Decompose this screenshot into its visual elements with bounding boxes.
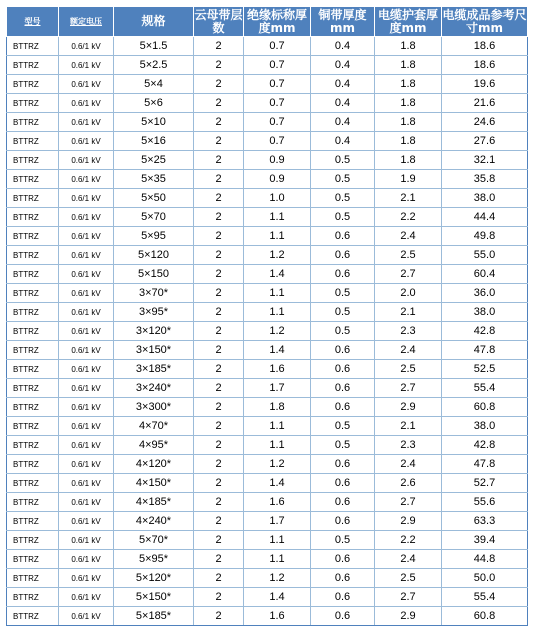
mica-cell: 2 (194, 569, 244, 588)
model-cell: BTTRZ (7, 322, 59, 341)
sheath-cell: 2.7 (375, 265, 442, 284)
mica-cell: 2 (194, 379, 244, 398)
spec-cell: 3×95* (114, 303, 194, 322)
model-cell: BTTRZ (7, 284, 59, 303)
sheath-cell: 2.2 (375, 531, 442, 550)
insulation-cell: 1.4 (244, 588, 311, 607)
copper-cell: 0.5 (311, 284, 375, 303)
insulation-cell: 0.7 (244, 94, 311, 113)
table-row (7, 37, 528, 56)
spec-cell: 5×6 (114, 94, 194, 113)
mica-cell: 2 (194, 56, 244, 75)
voltage-cell: 0.6/1 kV (59, 113, 114, 132)
header-mica: 云母带层数 (194, 7, 243, 35)
copper-cell: 0.6 (311, 341, 375, 360)
model-cell: BTTRZ (7, 265, 59, 284)
insulation-cell: 1.1 (244, 436, 311, 455)
mica-cell: 2 (194, 474, 244, 493)
sheath-cell: 2.4 (375, 455, 442, 474)
model-cell: BTTRZ (7, 94, 59, 113)
od-cell: 47.8 (442, 455, 528, 474)
mica-cell: 2 (194, 170, 244, 189)
model-cell: BTTRZ (7, 417, 59, 436)
voltage-cell: 0.6/1 kV (59, 493, 114, 512)
insulation-cell: 1.1 (244, 227, 311, 246)
model-cell: BTTRZ (7, 474, 59, 493)
table-row (7, 360, 528, 379)
voltage-cell: 0.6/1 kV (59, 322, 114, 341)
od-cell: 24.6 (442, 113, 528, 132)
sheath-cell: 2.4 (375, 227, 442, 246)
model-cell: BTTRZ (7, 227, 59, 246)
od-cell: 49.8 (442, 227, 528, 246)
od-cell: 52.5 (442, 360, 528, 379)
sheath-cell: 2.7 (375, 379, 442, 398)
header-voltage: 额定电压 (59, 7, 114, 37)
od-cell: 18.6 (442, 56, 528, 75)
table-row (7, 436, 528, 455)
mica-cell: 2 (194, 512, 244, 531)
sheath-cell: 2.6 (375, 474, 442, 493)
model-cell: BTTRZ (7, 189, 59, 208)
copper-cell: 0.5 (311, 170, 375, 189)
table-row (7, 303, 528, 322)
table-body (7, 37, 528, 626)
mica-cell: 2 (194, 531, 244, 550)
od-cell: 21.6 (442, 94, 528, 113)
od-cell: 42.8 (442, 436, 528, 455)
model-cell: BTTRZ (7, 170, 59, 189)
header-od: 电缆成品参考尺寸mm (442, 7, 527, 35)
mica-cell: 2 (194, 455, 244, 474)
voltage-cell: 0.6/1 kV (59, 474, 114, 493)
model-cell: BTTRZ (7, 493, 59, 512)
spec-cell: 5×120 (114, 246, 194, 265)
table-row (7, 398, 528, 417)
spec-cell: 5×185* (114, 607, 194, 626)
sheath-cell: 2.1 (375, 417, 442, 436)
header-copper: 铜带厚度mm (311, 7, 375, 37)
sheath-cell: 2.7 (375, 588, 442, 607)
od-cell: 35.8 (442, 170, 528, 189)
voltage-cell: 0.6/1 kV (59, 588, 114, 607)
insulation-cell: 1.6 (244, 607, 311, 626)
model-cell: BTTRZ (7, 588, 59, 607)
spec-cell: 5×120* (114, 569, 194, 588)
mica-cell: 2 (194, 265, 244, 284)
voltage-cell: 0.6/1 kV (59, 398, 114, 417)
header-model: 型号 (7, 7, 59, 37)
sheath-cell: 2.1 (375, 303, 442, 322)
voltage-cell: 0.6/1 kV (59, 531, 114, 550)
insulation-cell: 1.1 (244, 284, 311, 303)
spec-cell: 3×120* (114, 322, 194, 341)
od-cell: 42.8 (442, 322, 528, 341)
mica-cell: 2 (194, 208, 244, 227)
insulation-cell: 1.1 (244, 531, 311, 550)
voltage-cell: 0.6/1 kV (59, 455, 114, 474)
spec-cell: 4×185* (114, 493, 194, 512)
table-row (7, 417, 528, 436)
spec-cell: 3×70* (114, 284, 194, 303)
mica-cell: 2 (194, 398, 244, 417)
copper-cell: 0.6 (311, 569, 375, 588)
copper-cell: 0.6 (311, 398, 375, 417)
voltage-cell: 0.6/1 kV (59, 265, 114, 284)
voltage-cell: 0.6/1 kV (59, 512, 114, 531)
od-cell: 52.7 (442, 474, 528, 493)
sheath-cell: 2.5 (375, 569, 442, 588)
sheath-cell: 2.7 (375, 493, 442, 512)
table-row (7, 322, 528, 341)
table-row (7, 170, 528, 189)
model-cell: BTTRZ (7, 360, 59, 379)
sheath-cell: 1.8 (375, 94, 442, 113)
copper-cell: 0.5 (311, 189, 375, 208)
spec-cell: 5×70* (114, 531, 194, 550)
table-row (7, 531, 528, 550)
table-header (7, 7, 528, 37)
table-row (7, 474, 528, 493)
od-cell: 27.6 (442, 132, 528, 151)
model-cell: BTTRZ (7, 569, 59, 588)
mica-cell: 2 (194, 75, 244, 94)
voltage-cell: 0.6/1 kV (59, 94, 114, 113)
od-cell: 55.0 (442, 246, 528, 265)
insulation-cell: 1.7 (244, 379, 311, 398)
od-cell: 50.0 (442, 569, 528, 588)
copper-cell: 0.6 (311, 455, 375, 474)
spec-cell: 5×16 (114, 132, 194, 151)
sheath-cell: 2.4 (375, 550, 442, 569)
od-cell: 55.4 (442, 379, 528, 398)
insulation-cell: 1.1 (244, 417, 311, 436)
model-cell: BTTRZ (7, 512, 59, 531)
copper-cell: 0.5 (311, 417, 375, 436)
spec-cell: 5×2.5 (114, 56, 194, 75)
od-cell: 18.6 (442, 37, 528, 56)
insulation-cell: 1.6 (244, 493, 311, 512)
od-cell: 44.8 (442, 550, 528, 569)
copper-cell: 0.6 (311, 265, 375, 284)
voltage-cell: 0.6/1 kV (59, 607, 114, 626)
copper-cell: 0.6 (311, 512, 375, 531)
copper-cell: 0.4 (311, 75, 375, 94)
insulation-cell: 1.7 (244, 512, 311, 531)
model-cell: BTTRZ (7, 56, 59, 75)
copper-cell: 0.6 (311, 588, 375, 607)
sheath-cell: 2.5 (375, 360, 442, 379)
od-cell: 38.0 (442, 417, 528, 436)
insulation-cell: 0.9 (244, 170, 311, 189)
copper-cell: 0.4 (311, 56, 375, 75)
spec-cell: 5×95 (114, 227, 194, 246)
cable-spec-table-container (6, 6, 527, 626)
insulation-cell: 0.7 (244, 56, 311, 75)
table-row (7, 379, 528, 398)
copper-cell: 0.5 (311, 303, 375, 322)
insulation-cell: 0.7 (244, 75, 311, 94)
table-row (7, 455, 528, 474)
od-cell: 55.6 (442, 493, 528, 512)
table-row (7, 588, 528, 607)
spec-cell: 5×4 (114, 75, 194, 94)
table-row (7, 208, 528, 227)
sheath-cell: 2.2 (375, 208, 442, 227)
mica-cell: 2 (194, 588, 244, 607)
spec-cell: 5×1.5 (114, 37, 194, 56)
sheath-cell: 1.8 (375, 151, 442, 170)
table-row (7, 75, 528, 94)
spec-cell: 4×70* (114, 417, 194, 436)
copper-cell: 0.6 (311, 493, 375, 512)
spec-cell: 5×10 (114, 113, 194, 132)
mica-cell: 2 (194, 607, 244, 626)
table-row (7, 94, 528, 113)
sheath-cell: 2.3 (375, 436, 442, 455)
model-cell: BTTRZ (7, 341, 59, 360)
od-cell: 60.8 (442, 607, 528, 626)
spec-cell: 3×150* (114, 341, 194, 360)
spec-cell: 5×25 (114, 151, 194, 170)
model-cell: BTTRZ (7, 379, 59, 398)
insulation-cell: 1.8 (244, 398, 311, 417)
sheath-cell: 1.8 (375, 113, 442, 132)
insulation-cell: 1.1 (244, 550, 311, 569)
model-cell: BTTRZ (7, 37, 59, 56)
table-row (7, 246, 528, 265)
sheath-cell: 2.0 (375, 284, 442, 303)
od-cell: 32.1 (442, 151, 528, 170)
insulation-cell: 1.2 (244, 569, 311, 588)
header-insulation: 绝缘标称厚度mm (244, 7, 311, 37)
od-cell: 38.0 (442, 303, 528, 322)
mica-cell: 2 (194, 322, 244, 341)
spec-cell: 3×240* (114, 379, 194, 398)
mica-cell: 2 (194, 360, 244, 379)
copper-cell: 0.5 (311, 436, 375, 455)
insulation-cell: 1.1 (244, 303, 311, 322)
od-cell: 55.4 (442, 588, 528, 607)
mica-cell: 2 (194, 436, 244, 455)
sheath-cell: 1.9 (375, 170, 442, 189)
insulation-cell: 0.9 (244, 151, 311, 170)
spec-cell: 5×35 (114, 170, 194, 189)
spec-cell: 5×150* (114, 588, 194, 607)
model-cell: BTTRZ (7, 151, 59, 170)
mica-cell: 2 (194, 303, 244, 322)
copper-cell: 0.4 (311, 132, 375, 151)
voltage-cell: 0.6/1 kV (59, 37, 114, 56)
table-row (7, 132, 528, 151)
sheath-cell: 2.3 (375, 322, 442, 341)
sheath-cell: 1.8 (375, 56, 442, 75)
table-row (7, 341, 528, 360)
spec-cell: 4×150* (114, 474, 194, 493)
od-cell: 38.0 (442, 189, 528, 208)
sheath-cell: 1.8 (375, 75, 442, 94)
sheath-cell: 2.1 (375, 189, 442, 208)
mica-cell: 2 (194, 417, 244, 436)
copper-cell: 0.6 (311, 474, 375, 493)
mica-cell: 2 (194, 227, 244, 246)
mica-cell: 2 (194, 37, 244, 56)
voltage-cell: 0.6/1 kV (59, 341, 114, 360)
table-row (7, 56, 528, 75)
table-row (7, 227, 528, 246)
table-row (7, 512, 528, 531)
voltage-cell: 0.6/1 kV (59, 56, 114, 75)
copper-cell: 0.6 (311, 227, 375, 246)
copper-cell: 0.6 (311, 360, 375, 379)
mica-cell: 2 (194, 94, 244, 113)
model-cell: BTTRZ (7, 303, 59, 322)
mica-cell: 2 (194, 341, 244, 360)
header-row (7, 7, 528, 37)
voltage-cell: 0.6/1 kV (59, 303, 114, 322)
table-row (7, 493, 528, 512)
od-cell: 60.8 (442, 398, 528, 417)
spec-cell: 5×95* (114, 550, 194, 569)
table-row (7, 265, 528, 284)
od-cell: 63.3 (442, 512, 528, 531)
insulation-cell: 1.2 (244, 455, 311, 474)
model-cell: BTTRZ (7, 398, 59, 417)
sheath-cell: 1.8 (375, 37, 442, 56)
header-sheath: 电缆护套厚度mm (375, 7, 442, 37)
od-cell: 39.4 (442, 531, 528, 550)
table-row (7, 151, 528, 170)
copper-cell: 0.4 (311, 37, 375, 56)
copper-cell: 0.5 (311, 322, 375, 341)
copper-cell: 0.5 (311, 531, 375, 550)
spec-cell: 4×240* (114, 512, 194, 531)
copper-cell: 0.5 (311, 151, 375, 170)
insulation-cell: 1.4 (244, 474, 311, 493)
insulation-cell: 0.7 (244, 132, 311, 151)
model-cell: BTTRZ (7, 436, 59, 455)
spec-cell: 4×95* (114, 436, 194, 455)
insulation-cell: 1.4 (244, 341, 311, 360)
model-cell: BTTRZ (7, 246, 59, 265)
insulation-cell: 1.1 (244, 208, 311, 227)
spec-cell: 3×300* (114, 398, 194, 417)
od-cell: 44.4 (442, 208, 528, 227)
voltage-cell: 0.6/1 kV (59, 569, 114, 588)
od-cell: 47.8 (442, 341, 528, 360)
insulation-cell: 1.4 (244, 265, 311, 284)
insulation-cell: 0.7 (244, 37, 311, 56)
sheath-cell: 2.4 (375, 341, 442, 360)
table-row (7, 550, 528, 569)
sheath-cell: 1.8 (375, 132, 442, 151)
od-cell: 60.4 (442, 265, 528, 284)
mica-cell: 2 (194, 189, 244, 208)
sheath-cell: 2.9 (375, 512, 442, 531)
mica-cell: 2 (194, 151, 244, 170)
model-cell: BTTRZ (7, 550, 59, 569)
voltage-cell: 0.6/1 kV (59, 246, 114, 265)
model-cell: BTTRZ (7, 132, 59, 151)
table-row (7, 189, 528, 208)
voltage-cell: 0.6/1 kV (59, 379, 114, 398)
od-cell: 36.0 (442, 284, 528, 303)
voltage-cell: 0.6/1 kV (59, 208, 114, 227)
mica-cell: 2 (194, 132, 244, 151)
voltage-cell: 0.6/1 kV (59, 170, 114, 189)
mica-cell: 2 (194, 493, 244, 512)
spec-cell: 3×185* (114, 360, 194, 379)
header-spec: 规格 (114, 7, 194, 37)
insulation-cell: 1.2 (244, 246, 311, 265)
table-row (7, 607, 528, 626)
voltage-cell: 0.6/1 kV (59, 360, 114, 379)
insulation-cell: 1.6 (244, 360, 311, 379)
voltage-cell: 0.6/1 kV (59, 189, 114, 208)
mica-cell: 2 (194, 246, 244, 265)
copper-cell: 0.6 (311, 246, 375, 265)
insulation-cell: 1.2 (244, 322, 311, 341)
model-cell: BTTRZ (7, 208, 59, 227)
voltage-cell: 0.6/1 kV (59, 132, 114, 151)
voltage-cell: 0.6/1 kV (59, 75, 114, 94)
spec-cell: 5×70 (114, 208, 194, 227)
voltage-cell: 0.6/1 kV (59, 436, 114, 455)
table-row (7, 284, 528, 303)
sheath-cell: 2.9 (375, 398, 442, 417)
sheath-cell: 2.9 (375, 607, 442, 626)
table-row (7, 113, 528, 132)
mica-cell: 2 (194, 113, 244, 132)
mica-cell: 2 (194, 550, 244, 569)
copper-cell: 0.6 (311, 550, 375, 569)
insulation-cell: 1.0 (244, 189, 311, 208)
sheath-cell: 2.5 (375, 246, 442, 265)
copper-cell: 0.6 (311, 379, 375, 398)
model-cell: BTTRZ (7, 455, 59, 474)
voltage-cell: 0.6/1 kV (59, 284, 114, 303)
spec-cell: 5×50 (114, 189, 194, 208)
voltage-cell: 0.6/1 kV (59, 151, 114, 170)
voltage-cell: 0.6/1 kV (59, 550, 114, 569)
model-cell: BTTRZ (7, 531, 59, 550)
copper-cell: 0.6 (311, 607, 375, 626)
copper-cell: 0.5 (311, 208, 375, 227)
copper-cell: 0.4 (311, 94, 375, 113)
model-cell: BTTRZ (7, 607, 59, 626)
cable-spec-table (6, 6, 528, 626)
voltage-cell: 0.6/1 kV (59, 417, 114, 436)
od-cell: 19.6 (442, 75, 528, 94)
insulation-cell: 0.7 (244, 113, 311, 132)
table-row (7, 569, 528, 588)
spec-cell: 5×150 (114, 265, 194, 284)
model-cell: BTTRZ (7, 113, 59, 132)
mica-cell: 2 (194, 284, 244, 303)
copper-cell: 0.4 (311, 113, 375, 132)
spec-cell: 4×120* (114, 455, 194, 474)
model-cell: BTTRZ (7, 75, 59, 94)
voltage-cell: 0.6/1 kV (59, 227, 114, 246)
